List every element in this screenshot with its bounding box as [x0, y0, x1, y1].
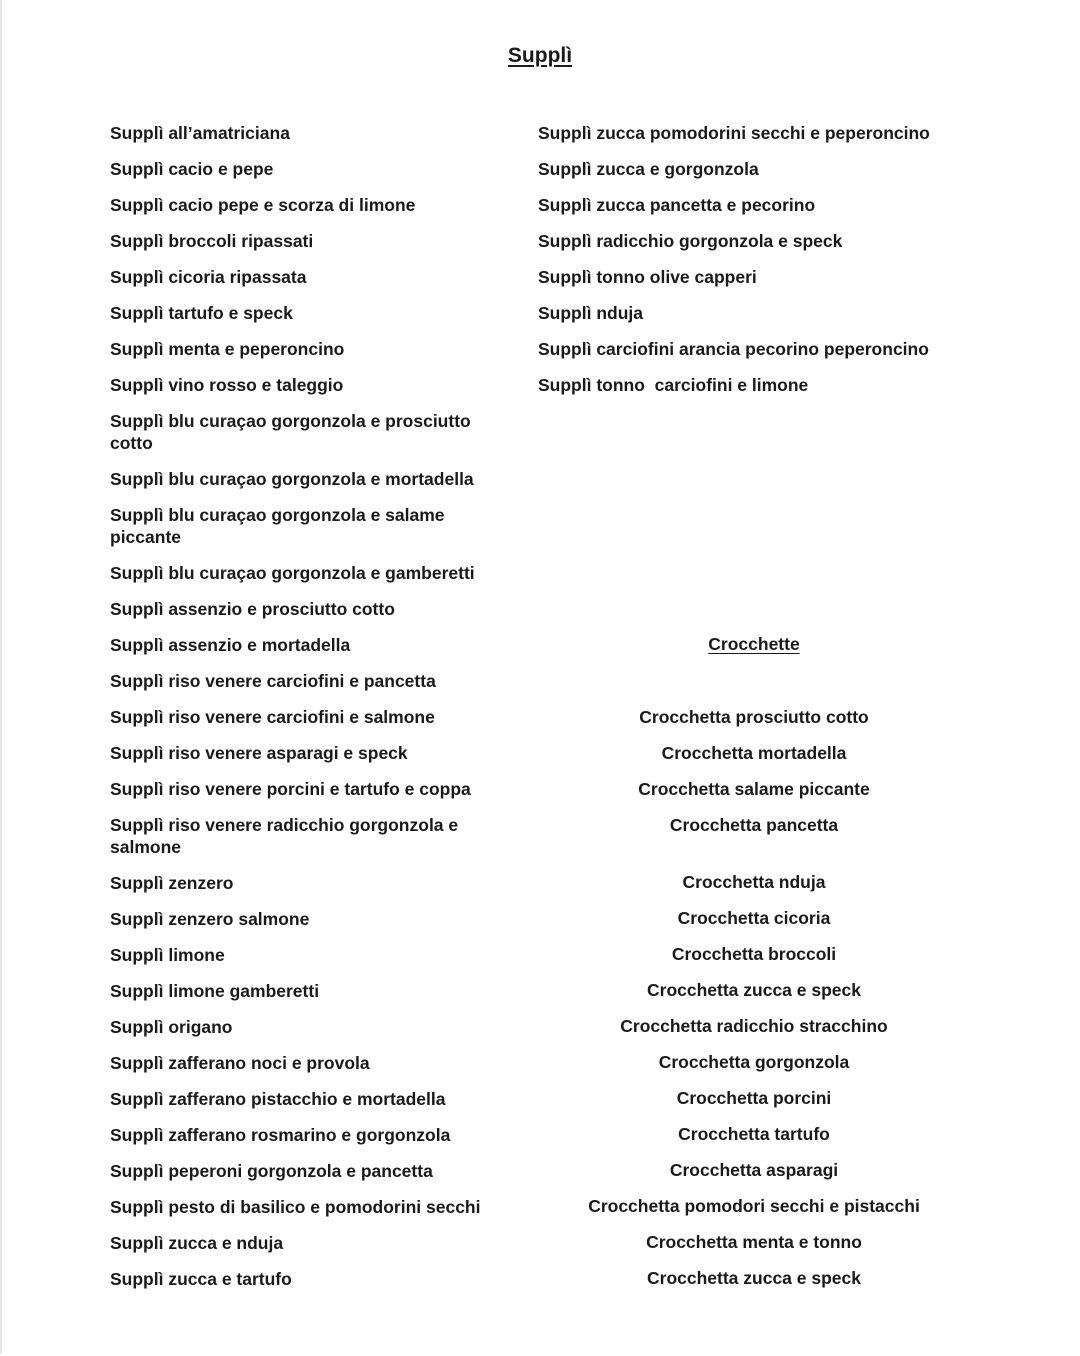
menu-item: Supplì assenzio e mortadella [110, 635, 351, 655]
menu-item: Supplì riso venere carciofini e salmone [110, 707, 435, 727]
menu-item: Crocchetta gorgonzola [658, 1052, 850, 1072]
menu-item: Crocchetta tartufo [678, 1124, 830, 1144]
menu-item: Crocchetta cicoria [677, 908, 831, 928]
menu-item: Crocchetta mortadella [661, 743, 847, 763]
menu-item: Crocchetta zucca e speck [647, 1268, 861, 1288]
page-title: Supplì [507, 44, 573, 67]
menu-item: Supplì pesto di basilico e pomodorini secchi [110, 1197, 481, 1217]
menu-item: Supplì all’amatriciana [110, 123, 290, 143]
menu-item: Supplì blu curaçao gorgonzola e prosciutto cotto [110, 411, 471, 453]
menu-item: Supplì vino rosso e taleggio [110, 375, 344, 395]
menu-item: Supplì limone gamberetti [110, 981, 320, 1001]
menu-item: Crocchetta pancetta [669, 815, 839, 835]
menu-item: Supplì radicchio gorgonzola e speck [538, 231, 843, 251]
crocchette-list [540, 706, 968, 1303]
menu-item: Supplì cacio pepe e scorza di limone [110, 195, 416, 215]
menu-item: Supplì riso venere carciofini e pancetta [110, 671, 436, 691]
menu-item: Supplì riso venere asparagi e speck [110, 743, 408, 763]
menu-item: Supplì zenzero [110, 873, 234, 893]
menu-item: Supplì riso venere radicchio gorgonzola e salmone [110, 815, 459, 857]
menu-item: Supplì tonno olive capperi [538, 267, 757, 287]
suppli-list-right [538, 122, 968, 410]
menu-item: Supplì broccoli ripassati [110, 231, 314, 251]
menu-item: Supplì blu curaçao gorgonzola e mortadella [110, 469, 474, 489]
menu-item: Supplì nduja [538, 303, 643, 323]
menu-item: Crocchetta radicchio stracchino [620, 1016, 888, 1036]
menu-item: Supplì limone [110, 945, 225, 965]
menu-item: Supplì blu curaçao gorgonzola e gamberetti [110, 563, 475, 583]
menu-item: Supplì zucca pomodorini secchi e peperoncino [538, 123, 930, 143]
menu-item: Crocchetta nduja [682, 872, 826, 892]
menu-item: Supplì peperoni gorgonzola e pancetta [110, 1161, 433, 1181]
menu-item: Supplì origano [110, 1017, 233, 1037]
menu-item: Supplì cacio e pepe [110, 159, 274, 179]
menu-item: Crocchetta salame piccante [638, 779, 870, 799]
menu-item: Supplì assenzio e prosciutto cotto [110, 599, 395, 619]
menu-item: Crocchetta porcini [676, 1088, 832, 1108]
menu-item: Supplì zenzero salmone [110, 909, 310, 929]
menu-item: Supplì riso venere porcini e tartufo e coppa [110, 779, 471, 799]
menu-item: Crocchetta broccoli [671, 944, 837, 964]
menu-item: Supplì blu curaçao gorgonzola e salame piccante [110, 505, 445, 547]
menu-item: Supplì zafferano rosmarino e gorgonzola [110, 1125, 451, 1145]
menu-item: Supplì zafferano pistacchio e mortadella [110, 1089, 446, 1109]
menu-item: Supplì tartufo e speck [110, 303, 293, 323]
menu-item: Supplì menta e peperoncino [110, 339, 345, 359]
crocchette-title: Crocchette [708, 634, 800, 654]
menu-item: Supplì zucca e nduja [110, 1233, 284, 1253]
menu-item: Supplì cicoria ripassata [110, 267, 307, 287]
menu-item: Crocchetta prosciutto cotto [639, 707, 869, 727]
menu-item: Crocchetta pomodori secchi e pistacchi [588, 1196, 920, 1216]
menu-item: Crocchetta asparagi [669, 1160, 839, 1180]
menu-item: Supplì zucca e tartufo [110, 1269, 292, 1289]
menu-item: Supplì carciofini arancia pecorino peperoncino [538, 339, 929, 359]
menu-item: Supplì zucca e gorgonzola [538, 159, 759, 179]
menu-item: Supplì zucca pancetta e pecorino [538, 195, 816, 215]
menu-item: Supplì zafferano noci e provola [110, 1053, 370, 1073]
menu-item: Crocchetta menta e tonno [646, 1232, 862, 1252]
menu-item: Crocchetta zucca e speck [647, 980, 861, 1000]
menu-item: Supplì tonno carciofini e limone [538, 375, 809, 395]
suppli-list-left [110, 122, 502, 1304]
